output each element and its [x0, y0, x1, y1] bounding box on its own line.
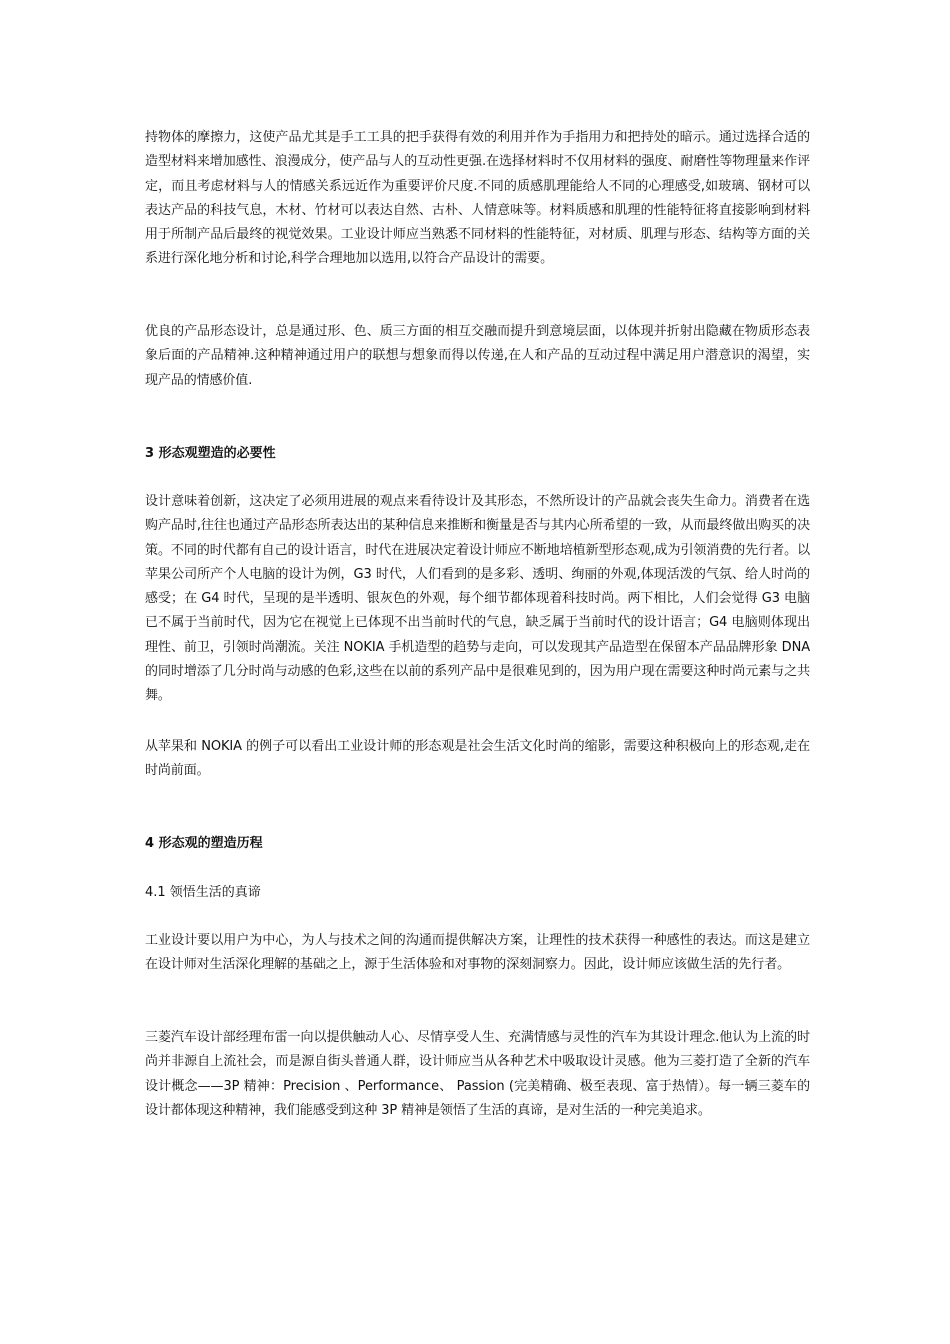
section-heading-3: 3 形态观塑造的必要性 [145, 446, 276, 461]
section-heading-4: 4 形态观的塑造历程 [145, 836, 263, 851]
paragraph-user-centered: 工业设计要以用户为中心，为人与技术之间的沟通而提供解决方案，让理性的技术获得一种感性的表达。而这是建立在设计师对生活深化理解的基础之上，源于生活体验和对事物的深刻洞察力。因此，设计师应该做生活的先行者。 [145, 933, 810, 973]
paragraph-material-texture: 持物体的摩擦力，这使产品尤其是手工工具的把手获得有效的利用并作为手指用力和把持处的暗示。通过选择合适的造型材料来增加感性、浪漫成分，使产品与人的互动性更强.在选择材料时不仅用材料的强度、耐磨性等物理量来作评定，而且考虑材料与人的情感关系远近作为重要评价尺度.不同的质感肌理能给人不同的心理感受,如玻璃、钢材可以表达产品的科技气息，木材、竹材可以表达自然、古朴、人情意味等。材料质感和肌理的性能特征将直接影响到材料用于所制产品后最终的视觉效果。工业设计师应当熟悉不同材料的性能特征，对材质、肌理与形态、结构等方面的关系进行深化地分析和讨论,科学合理地加以选用,以符合产品设计的需要。 [145, 130, 810, 267]
paragraph-mitsubishi: 三菱汽车设计部经理布雷一向以提供触动人心、尽情享受人生、充满情感与灵性的汽车为其设计理念.他认为上流的时尚并非源自上流社会，而是源自街头普通人群，设计师应当从各种艺术中吸取设计灵感。他为三菱打造了全新的汽车设计概念——3P 精神：Precision 、Performance、 Passion (完美精确、极至表现、富于热情）。每一辆三菱车的设计都体现这种精神，我们能感受到这种 3P 精神是领悟了生活的真谛，是对生活的一种完美追求。 [145, 1030, 810, 1118]
paragraph-apple-nokia: 从苹果和 NOKIA 的例子可以看出工业设计师的形态观是社会生活文化时尚的缩影，需要这种积极向上的形态观,走在时尚前面。 [145, 739, 810, 779]
paragraph-form-design: 优良的产品形态设计，总是通过形、色、质三方面的相互交融而提升到意境层面，以体现并折射出隐藏在物质形态表象后面的产品精神.这种精神通过用户的联想与想象而得以传递,在人和产品的互动过程中满足用户潜意识的渴望，实现产品的情感价值. [145, 324, 810, 388]
subsection-heading-4-1: 4.1 领悟生活的真谛 [145, 885, 261, 900]
paragraph-necessity: 设计意味着创新，这决定了必须用进展的观点来看待设计及其形态，不然所设计的产品就会丧失生命力。消费者在选购产品时,往往也通过产品形态所表达出的某种信息来推断和衡量是否与其内心所希望的一致，从而最终做出购买的决策。不同的时代都有自己的设计语言，时代在进展决定着设计师应不断地培植新型形态观,成为引领消费的先行者。以苹果公司所产个人电脑的设计为例，G3 时代，人们看到的是多彩、透明、绚丽的外观,体现活泼的气氛、给人时尚的感受；在 G4 时代，呈现的是半透明、银灰色的外观，每个细节都体现着科技时尚。两下相比，人们会觉得 G3 电脑已不属于当前时代，因为它在视觉上已体现不出当前时代的气息，缺乏属于当前时代的设计语言；G4 电脑则体现出理性、前卫，引领时尚潮流。关注 NOKIA 手机造型的趋势与走向，可以发现其产品造型在保留本产品品牌形象 DNA 的同时增添了几分时尚与动感的色彩,这些在以前的系列产品中是很难见到的，因为用户现在需要这种时尚元素与之共舞。 [145, 494, 810, 704]
